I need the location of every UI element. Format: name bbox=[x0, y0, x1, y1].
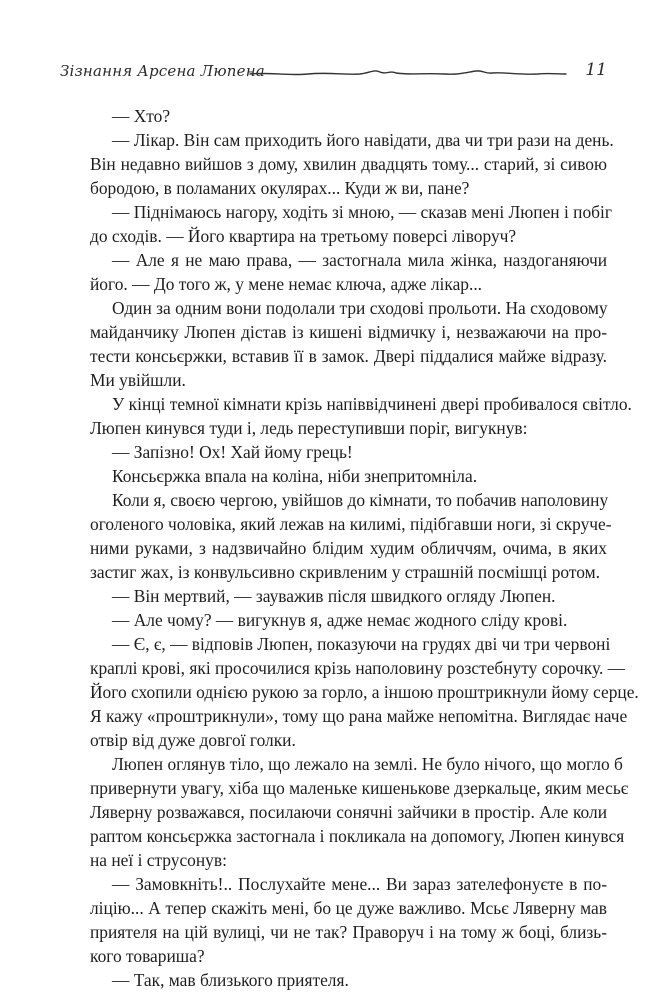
text-line: Люпен оглянув тіло, що лежало на землі. Не було нічого, що могло б bbox=[112, 754, 623, 774]
text-line: привернути увагу, хіба що маленьке кишенькове дзеркальце, яким месьє bbox=[90, 778, 629, 798]
text-line: Я кажу «проштрикнули», тому що рана майже непомітна. Виглядає наче bbox=[90, 706, 628, 726]
text-line: отвір від дуже довгої голки. bbox=[90, 730, 296, 750]
text-line: — Лікар. Він сам приходить його навідати, два чи три рази на день. bbox=[112, 130, 614, 150]
body-text bbox=[90, 104, 639, 992]
page-number: 11 bbox=[585, 60, 607, 80]
text-line: застиг жах, із конвульсивно скривленим у страшній посмішці ротом. bbox=[90, 562, 600, 582]
text-line: краплі крові, які просочилися крізь наполовину розстебнуту сорочку. — bbox=[90, 658, 626, 678]
text-line: Люпен кинувся туди і, ледь переступивши поріг, вигукнув: bbox=[90, 418, 528, 438]
text-line: на неї і струсонув: bbox=[90, 850, 227, 870]
text-line: бородою, в поламаних окулярах... Куди ж ви, пане? bbox=[90, 178, 470, 198]
text-line: — Є, є, — відповів Люпен, показуючи на грудях дві чи три червоні bbox=[112, 634, 611, 654]
text-line: майданчику Люпен дістав із кишені відмичку і, незважаючи на про- bbox=[90, 322, 607, 342]
text-line: приятеля на цій вулиці, чи не так? Праворуч і на тому ж боці, близь- bbox=[90, 922, 607, 942]
text-line: — Запізно! Ох! Хай йому грець! bbox=[112, 442, 353, 462]
text-line: оголеного чоловіка, який лежав на килимі, підібгавши ноги, зі скруче- bbox=[90, 514, 612, 534]
text-line: — Але я не маю права, — застогнала мила жінка, наздоганяючи bbox=[112, 250, 607, 270]
text-line: У кінці темної кімнати крізь напіввідчинені двері пробивалося світло. bbox=[112, 394, 632, 414]
text-line: ліцію... А тепер скажіть мені, бо це дуже важливо. Мсьє Лявернy мав bbox=[90, 898, 607, 918]
text-line: його. — До того ж, у мене немає ключа, адже лікар... bbox=[90, 274, 483, 294]
text-line: Лявернy розважався, посилаючи сонячні зайчики в простір. Але коли bbox=[90, 802, 607, 822]
text-line: Його схопили однією рукою за горло, а іншою проштрикнули йому серце. bbox=[90, 682, 639, 702]
running-title: Зізнання Арсена Люпена bbox=[60, 62, 265, 80]
text-line: тести консьєржки, вставив її в замок. Двері піддалися майже відразу. bbox=[90, 346, 607, 366]
text-line: — Хто? bbox=[112, 106, 171, 126]
text-line: Ми увійшли. bbox=[90, 370, 186, 390]
text-line: Консьєржка впала на коліна, ніби знепритомніла. bbox=[112, 466, 478, 486]
ornamental-rule bbox=[248, 66, 568, 82]
text-line: — Піднімаюсь нагору, ходіть зі мною, — сказав мені Люпен і побіг bbox=[112, 202, 612, 222]
text-line: до сходів. — Його квартира на третьому поверсі ліворуч? bbox=[90, 226, 517, 246]
text-line: кого товариша? bbox=[90, 946, 205, 966]
text-line: ними руками, з надзвичайно блідим худим обличчям, очима, в яких bbox=[90, 538, 607, 558]
text-line: Він недавно вийшов з дому, хвилин двадцять тому... старий, зі сивою bbox=[90, 154, 607, 174]
text-line: — Так, мав близького приятеля. bbox=[112, 970, 349, 990]
text-line: — Але чому? — вигукнув я, адже немає жодного сліду крові. bbox=[112, 610, 568, 630]
running-header bbox=[60, 62, 607, 92]
text-line: — Замовкніть!.. Послухайте мене... Ви зараз зателефонуєте в по- bbox=[112, 874, 607, 894]
text-line: раптом консьєржка застогнала і покликала на допомогу, Люпен кинувся bbox=[90, 826, 625, 846]
text-line: Коли я, своєю чергою, увійшов до кімнати, то побачив наполовину bbox=[112, 490, 609, 510]
text-line: Один за одним вони подолали три сходові прольоти. На сходовому bbox=[112, 298, 608, 318]
text-line: — Він мертвий, — зауважив після швидкого огляду Люпен. bbox=[112, 586, 556, 606]
